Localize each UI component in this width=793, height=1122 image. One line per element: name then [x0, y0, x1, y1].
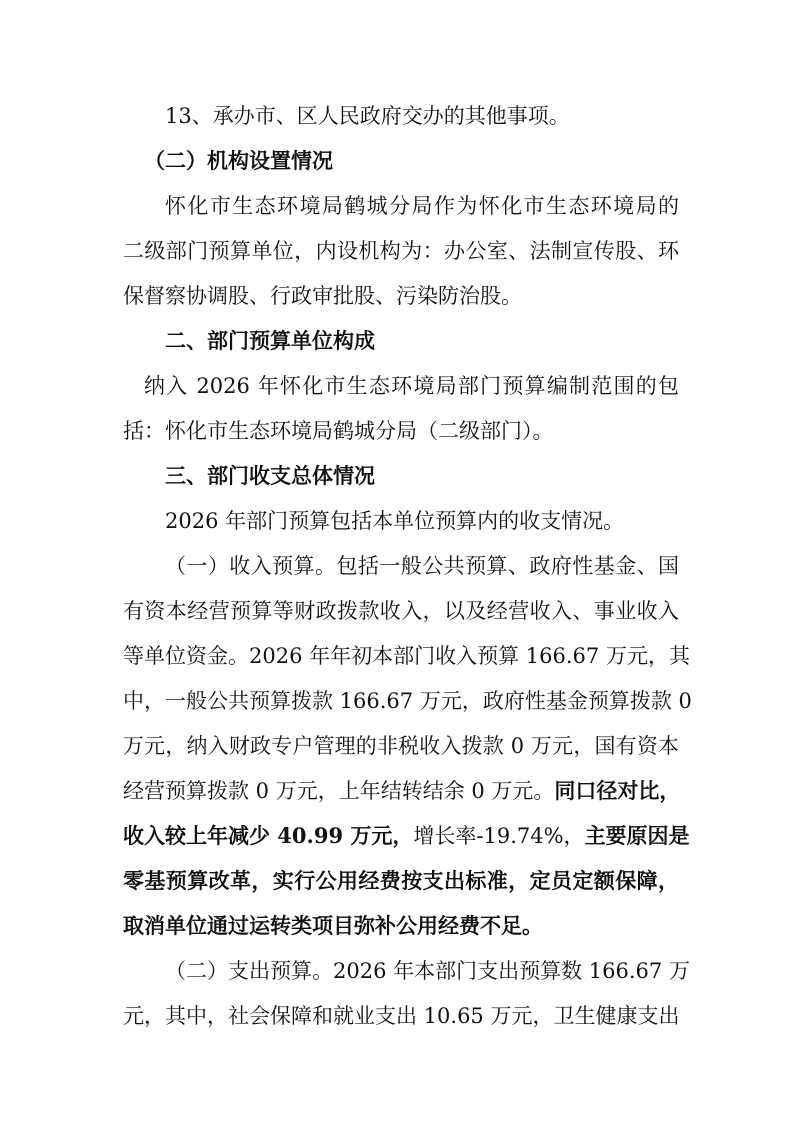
- section-heading-income-expenditure: 三、部门收支总体情况: [165, 464, 375, 488]
- bold-text: 同口径对比，: [554, 778, 681, 803]
- paragraph-line: 2026 年部门预算包括本单位预算内的收支情况。: [165, 509, 625, 533]
- section-heading-budget-units: 二、部门预算单位构成: [165, 329, 375, 353]
- paragraph-line: 纳入 2026 年怀化市生态环境局部门预算编制范围的包: [144, 374, 679, 398]
- paragraph-line: 怀化市生态环境局鹤城分局作为怀化市生态环境局的: [165, 194, 679, 218]
- paragraph-line: 二级部门预算单位，内设机构为：办公室、法制宣传股、环: [123, 239, 679, 263]
- paragraph-line: 有资本经营预算等财政拨款收入，以及经营收入、事业收入: [123, 599, 679, 623]
- paragraph-line-mixed: [123, 822, 690, 850]
- paragraph-line: 括：怀化市生态环境局鹤城分局（二级部门）。: [123, 419, 554, 443]
- normal-text: 增长率-19.74%，: [413, 824, 585, 848]
- paragraph-line: 万元，纳入财政专户管理的非税收入拨款 0 万元，国有资本: [123, 734, 679, 758]
- list-item-13: 13、承办市、区人民政府交办的其他事项。: [165, 104, 570, 128]
- paragraph-line-bold: 零基预算改革，实行公用经费按支出标准，定员定额保障，: [123, 868, 679, 893]
- bold-text: 主要原因是: [584, 823, 690, 848]
- paragraph-line-bold: 取消单位通过运转类项目弥补公用经费不足。: [123, 913, 543, 938]
- normal-text: 经营预算拨款 0 万元，上年结转结余 0 万元。: [123, 779, 555, 803]
- paragraph-line: 中，一般公共预算拨款 166.67 万元，政府性基金预算拨款 0: [123, 689, 692, 713]
- paragraph-line: 等单位资金。2026 年年初本部门收入预算 166.67 万元，其: [123, 644, 690, 668]
- paragraph-line-mixed: [123, 777, 679, 805]
- paragraph-line: 保督察协调股、行政审批股、污染防治股。: [123, 284, 522, 308]
- paragraph-line: 元，其中，社会保障和就业支出 10.65 万元，卫生健康支出: [123, 1004, 680, 1028]
- paragraph-line: （一）收入预算。包括一般公共预算、政府性基金、国: [165, 554, 679, 578]
- bold-text: 收入较上年减少 40.99 万元，: [123, 823, 414, 848]
- section-heading-institution-setup: （二）机构设置情况: [144, 149, 333, 173]
- paragraph-line: （二）支出预算。2026 年本部门支出预算数 166.67 万: [165, 959, 690, 983]
